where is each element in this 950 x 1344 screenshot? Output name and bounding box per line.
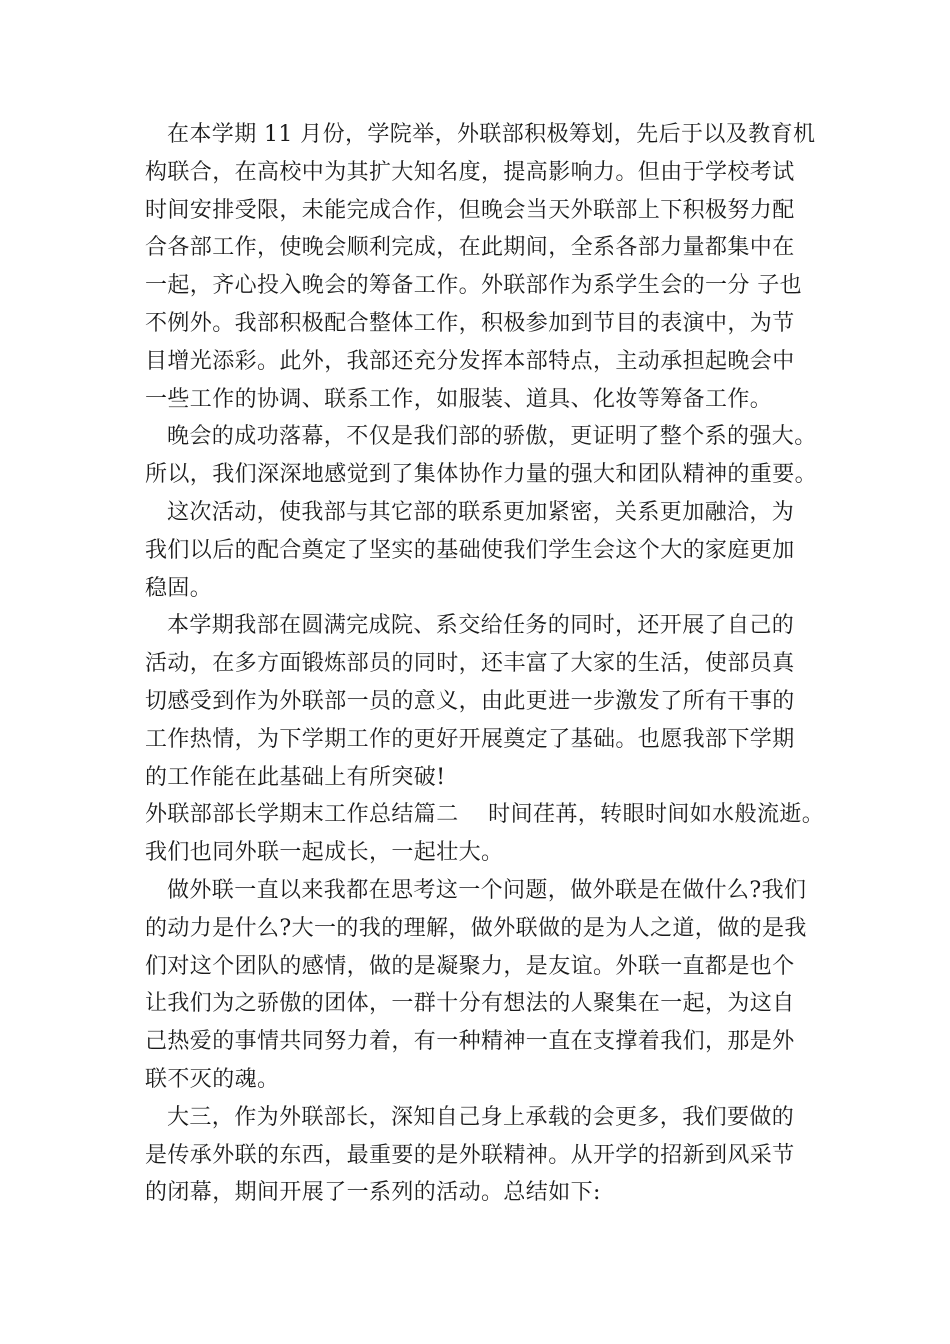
- text-line: 们对这个团队的感情，做的是凝聚力，是友谊。外联一直都是也个: [145, 953, 795, 979]
- text-line: 这次活动，使我部与其它部的联系更加紧密，关系更加融洽，为: [167, 499, 795, 525]
- text-line: 我们也同外联一起成长，一起壮大。: [145, 840, 504, 866]
- text-line: 己热爱的事情共同努力着，有一种精神一直在支撑着我们，那是外: [145, 1029, 795, 1055]
- text-line: 做外联一直以来我都在思考这一个问题，做外联是在做什么?我们: [167, 877, 807, 903]
- text-line: 联不灭的魂。: [145, 1066, 280, 1092]
- text-line: 在本学期 11 月份，学院举，外联部积极筹划，先后于以及教育机: [167, 122, 816, 147]
- text-line: 让我们为之骄傲的团体，一群十分有想法的人聚集在一起，为这自: [145, 991, 795, 1017]
- text-line: 所以，我们深深地感觉到了集体协作力量的强大和团队精神的重要。: [145, 462, 818, 488]
- text-line: 时间安排受限，未能完成合作，但晚会当天外联部上下积极努力配: [145, 197, 795, 223]
- text-line: 稳固。: [145, 575, 213, 601]
- text-line: 本学期我部在圆满完成院、系交给任务的同时，还开展了自己的: [167, 613, 795, 639]
- text-line: 合各部工作，使晚会顺利完成，在此期间，全系各部力量都集中在: [145, 235, 795, 261]
- text-line: 我们以后的配合奠定了坚实的基础使我们学生会这个大的家庭更加: [145, 537, 795, 563]
- section-heading-line: 外联部部长学期末工作总结篇二 时间荏苒，转眼时间如水般流逝。: [145, 802, 825, 828]
- text-line: 一起，齐心投入晚会的筹备工作。外联部作为系学生会的一分 子也: [145, 273, 802, 299]
- text-line: 不例外。我部积极配合整体工作，积极参加到节目的表演中，为节: [145, 310, 795, 336]
- text-line: 是传承外联的东西，最重要的是外联精神。从开学的招新到风采节: [145, 1142, 795, 1168]
- text-line: 晚会的成功落幕，不仅是我们部的骄傲，更证明了整个系的强大。: [167, 424, 817, 450]
- text-line: 构联合，在高校中为其扩大知名度，提高影响力。但由于学校考试: [145, 159, 795, 185]
- text-line: 的工作能在此基础上有所突破!: [145, 764, 446, 790]
- paragraph-activity: [145, 494, 845, 607]
- text-line: 切感受到作为外联部一员的意义，由此更进一步激发了所有干事的: [145, 688, 795, 714]
- paragraph-evening-party: [145, 116, 845, 418]
- text-line: 目增光添彩。此外，我部还充分发挥本部特点，主动承担起晚会中: [145, 348, 795, 374]
- paragraph-part-two: [145, 796, 845, 872]
- text-line: 的闭幕，期间开展了一系列的活动。总结如下:: [145, 1180, 601, 1206]
- text-line: 的动力是什么?大一的我的理解，做外联做的是为人之道，做的是我: [145, 915, 807, 941]
- text-line: 活动，在多方面锻炼部员的同时，还丰富了大家的生活，使部员真: [145, 651, 795, 677]
- text-line: 工作热情，为下学期工作的更好开展奠定了基础。也愿我部下学期: [145, 726, 795, 752]
- paragraph-junior-year: [145, 1099, 845, 1212]
- paragraph-thinking: [145, 872, 845, 1099]
- paragraph-success: [145, 418, 845, 494]
- paragraph-semester: [145, 607, 845, 796]
- text-line: 一些工作的协调、联系工作，如服装、道具、化妆等筹备工作。: [145, 386, 773, 412]
- text-line: 大三，作为外联部长，深知自己身上承载的会更多，我们要做的: [167, 1104, 795, 1130]
- document-body: [145, 116, 845, 1212]
